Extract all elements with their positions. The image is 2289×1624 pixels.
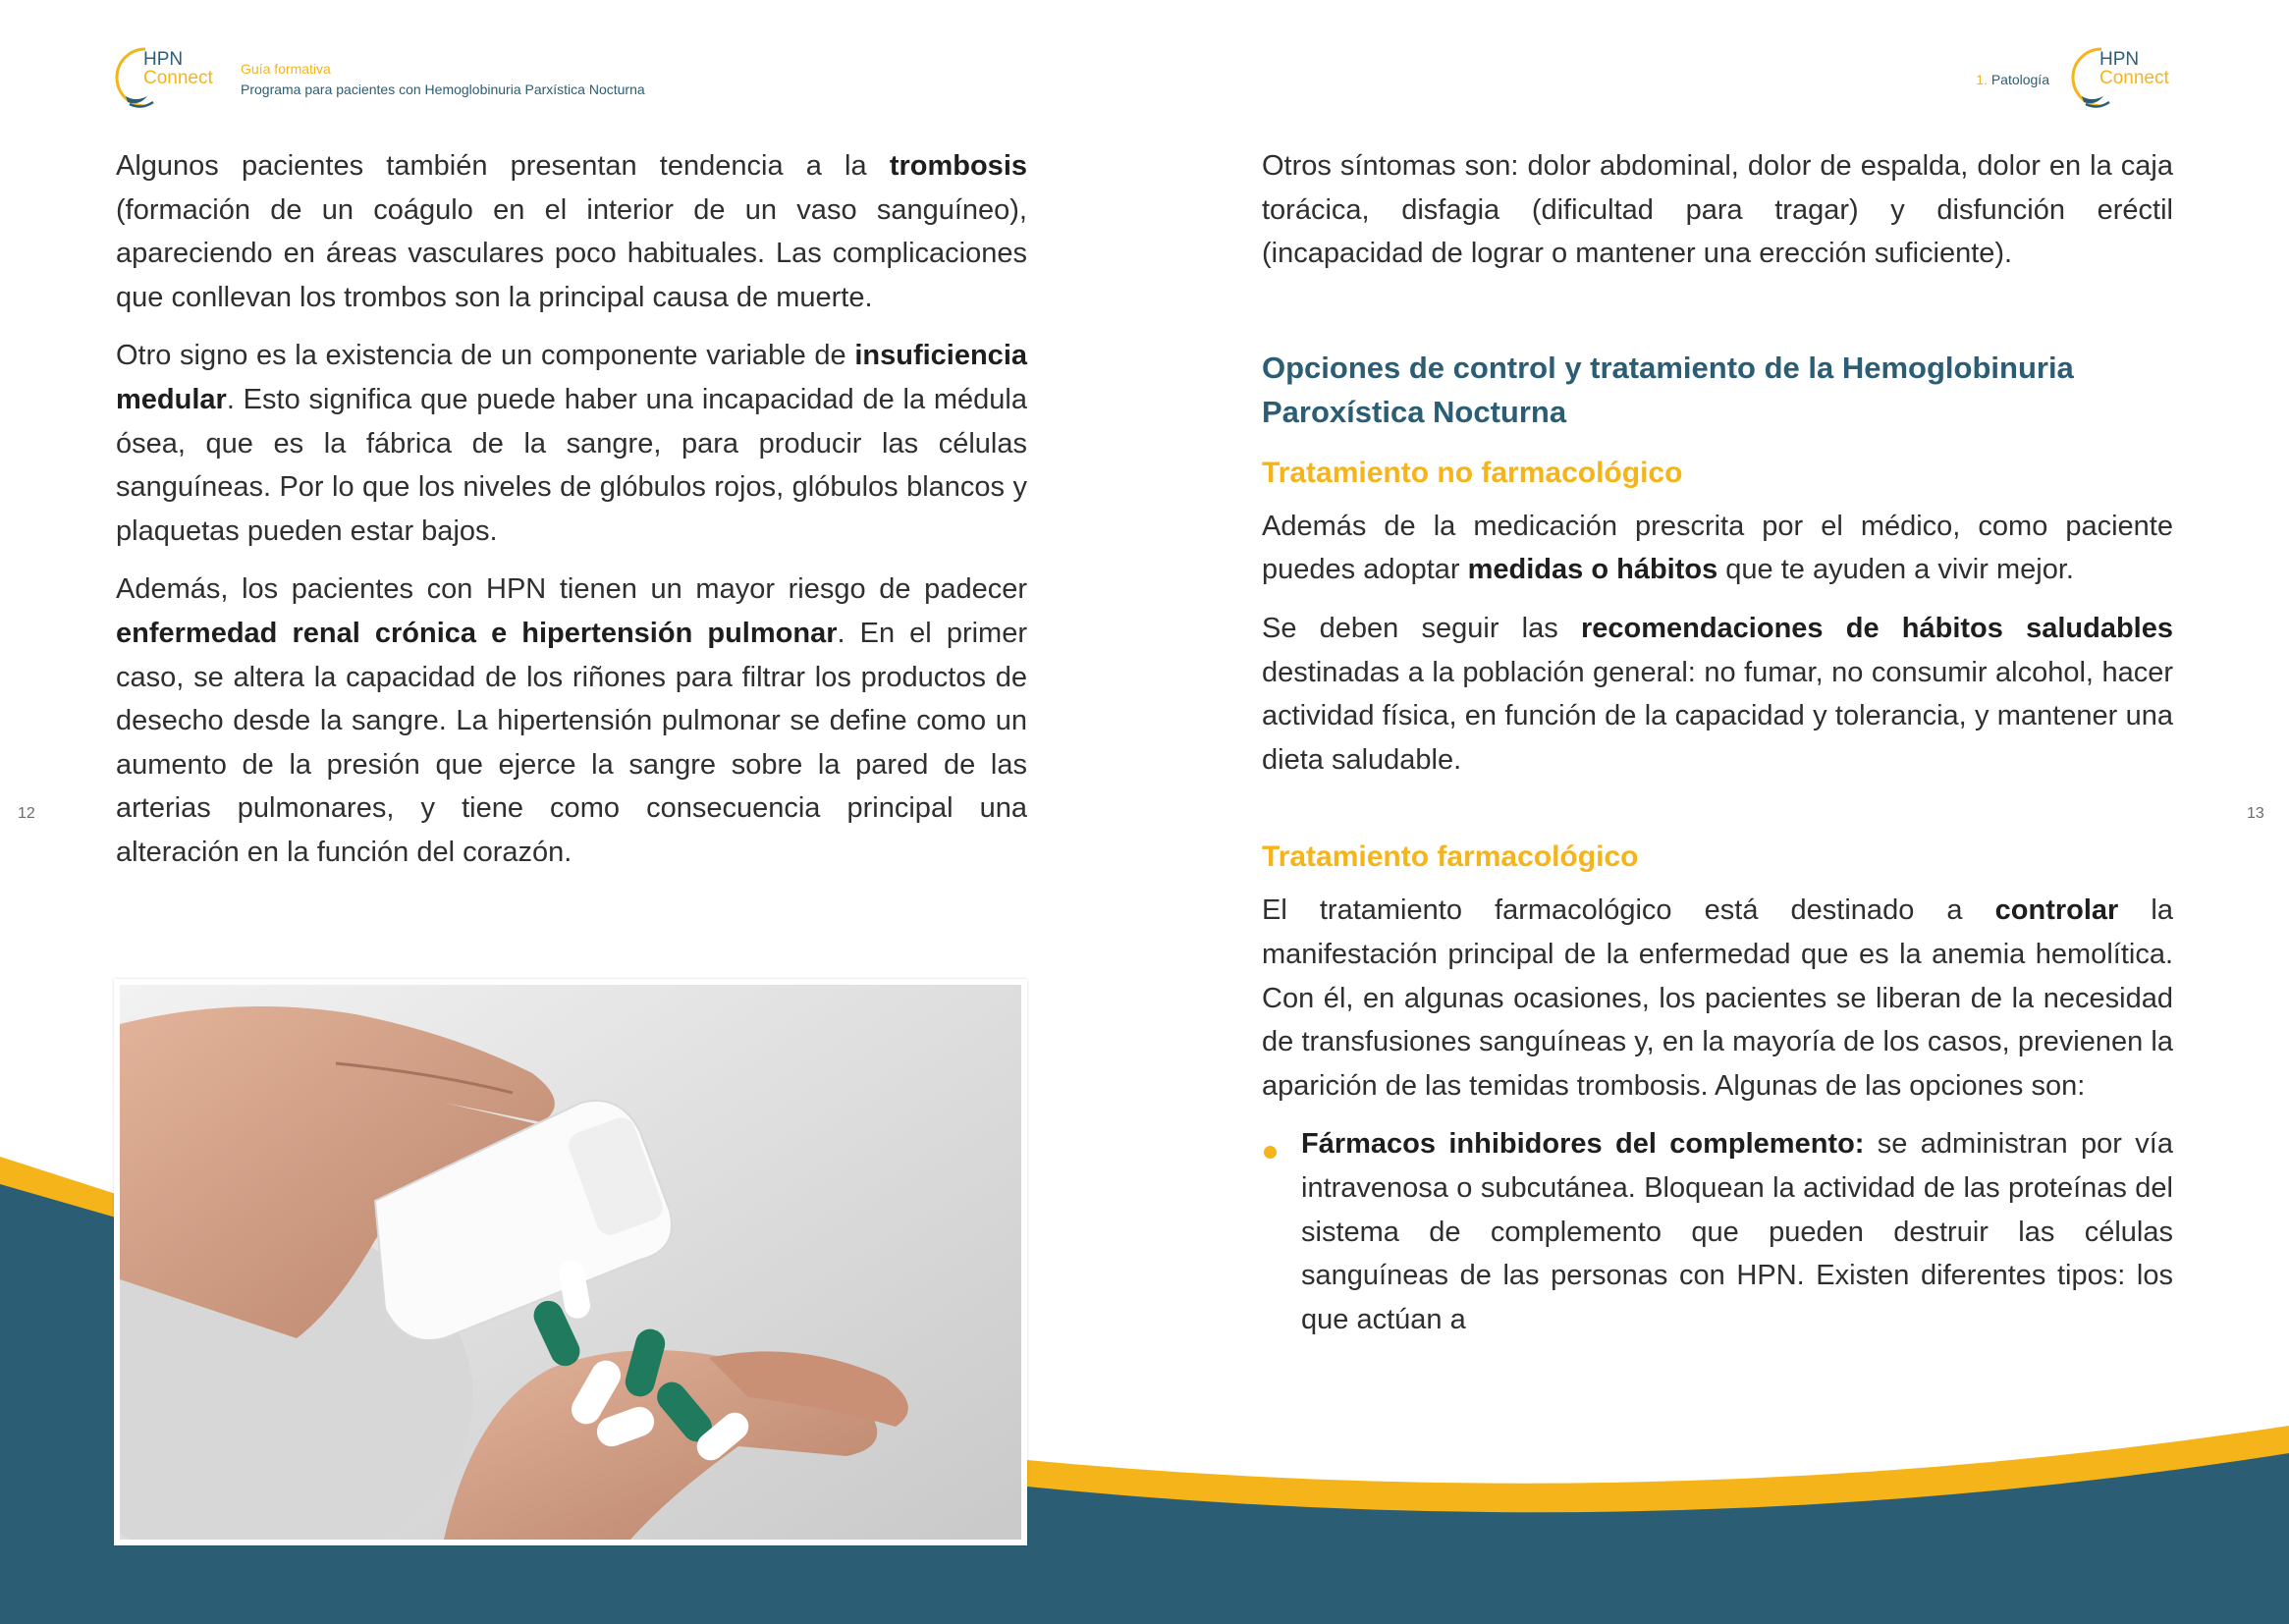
right-column [1262,144,2173,1356]
logo-hpn-text-right: HPN [2099,49,2140,70]
paragraph-trombosis: Algunos pacientes también presentan tendencia a la trombosis (formación de un coágulo en el interior de un vaso sanguíneo), apareciendo en áreas vasculares poco habituales. Las complicaciones que conllevan los trombos son la principal causa de muerte. [116,150,1027,313]
bold-term: controlar [1994,894,2119,927]
section-number: 1. [1976,72,1988,87]
subheading-farmacologico: Tratamiento farmacológico [1262,840,1639,874]
hpn-connect-logo [112,39,220,118]
section-heading: Opciones de control y tratamiento de la Hemoglobinuria Paroxística Nocturna [1262,350,2074,429]
bold-term: medidas o hábitos [1467,554,1718,586]
header-section [1976,72,2049,87]
left-column [116,144,1027,890]
bold-term: recomendaciones de hábitos saludables [1580,612,2173,644]
bullet-inhibidores: Fármacos inhibidores del complemento: se administran por vía intravenosa o subcutánea. Bloquean la actividad de las proteínas del sistema de complemento que pueden destruir las células sanguíneas de las personas con HPN. Existen diferentes tipos: los que actúan a [1262,1122,2173,1341]
logo-connect-text-right: Connect [2099,68,2169,88]
paragraph-insuficiencia: Otro signo es la existencia de un componente variable de insuficiencia medular. Esto significa que puede haber una incapacidad de la médula ósea, que es la fábrica de la sangre, para producir las células sanguíneas. Por lo que los niveles de glóbulos rojos, glóbulos blancos y plaquetas pueden estar bajos. [116,340,1027,547]
bullet-dot [1264,1146,1277,1159]
logo-hpn-text: HPN [143,49,184,70]
header-guide-title: Guía formativa [241,61,331,77]
page-number-right: 13 [2247,805,2264,822]
paragraph-otros-sintomas: Otros síntomas son: dolor abdominal, dolor de espalda, dolor en la caja torácica, disfagia (dificultad para tragar) y disfunción eréctil (incapacidad de lograr o mantener una erección suficiente). [1262,150,2173,270]
page-number-left: 12 [18,805,35,822]
paragraph-medidas: Además de la medicación prescrita por el médico, como paciente puedes adoptar medidas o hábitos que te ayuden a vivir mejor. [1262,510,2173,586]
header-program-title: Programa para pacientes con Hemoglobinuria Parxística Nocturna [241,81,645,97]
bold-term: enfermedad renal crónica e hipertensión pulmonar [116,617,838,649]
paragraph-habitos: Se deben seguir las recomendaciones de hábitos saludables destinadas a la población general: no fumar, no consumir alcohol, hacer actividad física, en función de la capacidad y tolerancia, y mantener una dieta saludable. [1262,612,2173,776]
paragraph-tratamiento: El tratamiento farmacológico está destinado a controlar la manifestación principal de la enfermedad que es la anemia hemolítica. Con él, en algunas ocasiones, los pacientes se liberan de la necesidad de transfusiones sanguíneas y, en la mayoría de los casos, previenen la aparición de las temidas trombosis. Algunas de las opciones son: [1262,894,2173,1102]
paragraph-renal: Además, los pacientes con HPN tienen un mayor riesgo de padecer enfermedad renal crónica e hipertensión pulmonar. En el primer caso, se altera la capacidad de los riñones para filtrar los productos de desecho desde la sangre. La hipertensión pulmonar se define como un aumento de la presión que ejerce la sangre sobre la pared de las arterias pulmonares, y tiene como consecuencia principal una alteración en la función del corazón. [116,573,1027,868]
logo-connect-text: Connect [143,68,213,88]
bold-term: trombosis [889,150,1027,182]
bold-term: insuficiencia medular [116,340,1027,415]
bold-term: Fármacos inhibidores del complemento: [1301,1128,1865,1161]
subheading-no-farmacologico: Tratamiento no farmacológico [1262,456,1683,489]
hpn-connect-logo-right [2068,39,2176,118]
pills-hand-photo [114,979,1027,1545]
section-name: Patología [1990,72,2049,87]
